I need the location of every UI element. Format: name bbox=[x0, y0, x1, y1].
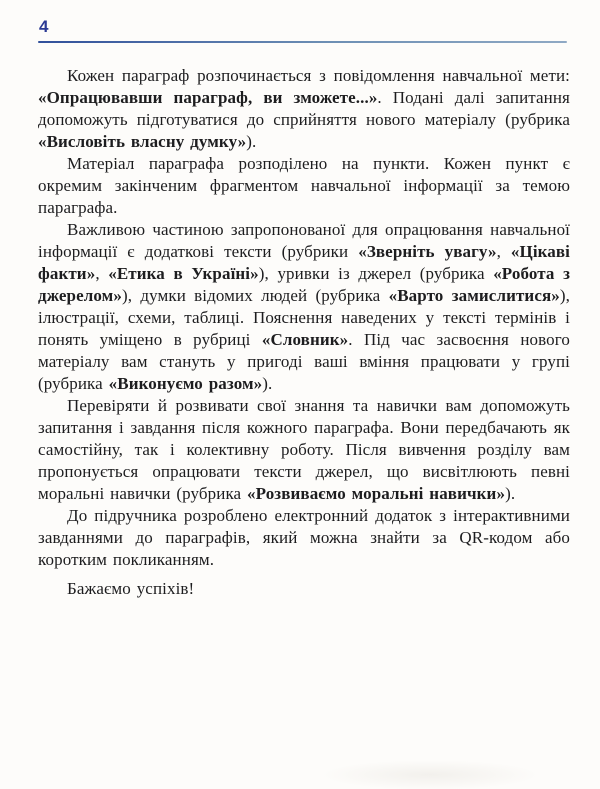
rubric-name-bold: «Опрацювавши параграф, ви зможете...» bbox=[38, 88, 378, 107]
page-number: 4 bbox=[39, 17, 49, 36]
body-text: Бажаємо успіхів! bbox=[67, 579, 195, 598]
body-text: ), ілюстрації, схеми, таблиці. Пояснення наведених у тексті термінів і понять уміщено в рубриці bbox=[38, 286, 570, 349]
rubric-name-bold: «Варто замислитися» bbox=[388, 286, 560, 305]
body-text: ), уривки із джерел (рубрика bbox=[258, 264, 494, 283]
rubric-name-bold: «Робота з джерелом» bbox=[38, 264, 571, 305]
body-text: Перевіряти й розвивати свої знання та навички вам допоможуть запитання і завдання після кожного параграфа. Вони передбачають як самостійну, так і колективну роботу. Після вивчення розділу вам пропонується опрацювати тексти джерел, що висвітлюють певні моральні навички (рубрика bbox=[38, 396, 570, 503]
rubric-name-bold: «Розвиваємо моральні навички» bbox=[247, 484, 506, 503]
scan-smudge bbox=[320, 760, 540, 789]
body-text: , bbox=[496, 242, 511, 261]
paragraph bbox=[38, 153, 570, 219]
rubric-name-bold: «Етика в Україні» bbox=[108, 264, 259, 283]
rubric-name-bold: «Висловіть власну думку» bbox=[38, 132, 247, 151]
paragraph bbox=[38, 219, 570, 395]
body-text: . Подані далі запитання допоможуть підготуватися до сприйняття нового матеріалу (рубрика bbox=[38, 88, 570, 129]
page-header bbox=[38, 18, 570, 43]
body-text: Матеріал параграфа розподілено на пункти. Кожен пункт є окремим закінченим фрагментом навчальної інформації за темою параграфа. bbox=[38, 154, 570, 217]
body-text: , bbox=[95, 264, 109, 283]
rubric-name-bold: «Словник» bbox=[261, 330, 349, 349]
body-text: До підручника розроблено електронний додаток з інтерактивними завданнями до параграфів, який можна знайти за QR-кодом або коротким покликанням. bbox=[38, 506, 570, 569]
text-block bbox=[38, 65, 570, 600]
rubric-name-bold: «Цікаві факти» bbox=[38, 242, 571, 283]
rubric-name-bold: «Виконуємо разом» bbox=[108, 374, 263, 393]
body-text: Важливою частиною запропонованої для опрацювання навчальної інформації є додаткові тексти (рубрики bbox=[38, 220, 570, 261]
paragraph bbox=[38, 578, 570, 600]
body-text: Кожен параграф розпочинається з повідомлення навчальної мети: bbox=[67, 66, 570, 85]
paragraph bbox=[38, 65, 570, 153]
body-text: ), думки відомих людей (рубрика bbox=[121, 286, 389, 305]
body-text: . Під час засвоєння нового матеріалу вам стануть у пригоді ваші вміння працювати у групі (рубрика bbox=[38, 330, 570, 393]
paragraph bbox=[38, 505, 570, 571]
body-text: ). bbox=[505, 484, 516, 503]
body-text: ). bbox=[262, 374, 273, 393]
rubric-name-bold: «Зверніть увагу» bbox=[358, 242, 497, 261]
paragraph bbox=[38, 395, 570, 505]
body-text: ). bbox=[246, 132, 257, 151]
header-rule bbox=[38, 41, 567, 43]
